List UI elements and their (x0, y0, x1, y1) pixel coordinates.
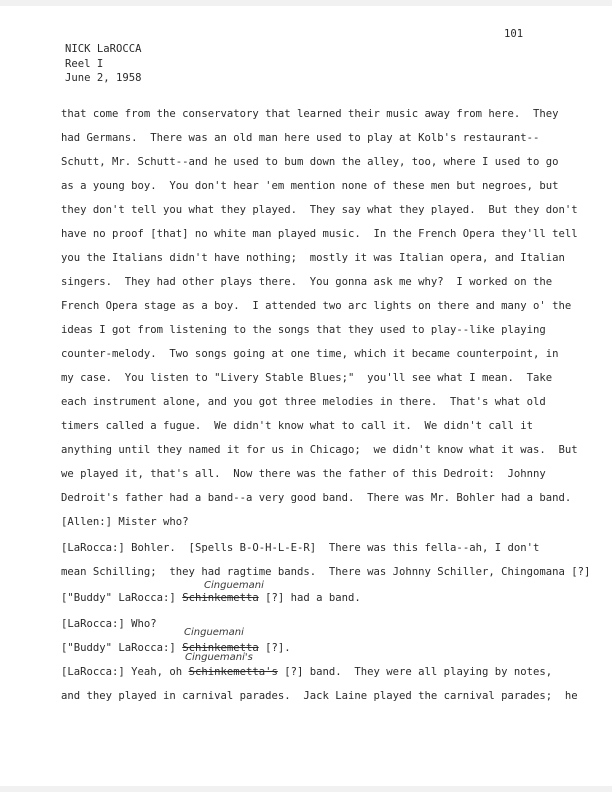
dialogue-line (61, 689, 578, 703)
dialogue-line (61, 665, 552, 679)
body-line: my case. You listen to "Livery Stable Blues;" you'll see what I mean. Take (61, 372, 553, 384)
speaker-label: [LaRocca:] (61, 542, 125, 554)
body-line: as a young boy. You don't hear 'em mention none of these men but negroes, but (61, 180, 559, 192)
speech-text: Yeah, oh (124, 666, 189, 678)
dialogue-line (61, 641, 291, 655)
body-line: anything until they named it for us in Chicago; we didn't know what it was. But (61, 444, 578, 456)
handwritten-correction: Cinguemani's (185, 652, 253, 663)
handwritten-correction: Cinguemani (204, 580, 264, 591)
body-line: Dedroit's father had a band--a very good band. There was Mr. Bohler had a band. (61, 492, 572, 504)
body-line: you the Italians didn't have nothing; mostly it was Italian opera, and Italian (61, 252, 565, 264)
header-name: NICK LaROCCA (65, 43, 142, 55)
dialogue-line (61, 541, 539, 555)
handwritten-correction: Cinguemani (184, 627, 244, 638)
body-line: had Germans. There was an old man here used to play at Kolb's restaurant-- (61, 132, 540, 144)
speech-text: [?]. (258, 642, 291, 654)
body-line: Schutt, Mr. Schutt--and he used to bum down the alley, too, where I used to go (61, 156, 559, 168)
speaker-label: ["Buddy" LaRocca:] (61, 642, 176, 654)
speech-text: Mister who? (112, 516, 189, 528)
body-line: ideas I got from listening to the songs that they used to play--like playing (61, 324, 546, 336)
body-line: timers called a fugue. We didn't know what to call it. We didn't call it (61, 420, 533, 432)
dialogue-line (61, 617, 157, 631)
speech-text: Bohler. [Spells B-O-H-L-E-R] There was this fella--ah, I don't (124, 542, 540, 554)
dialogue-line (61, 565, 590, 579)
page-number: 101 (504, 28, 524, 40)
struck-name: Schinkemetta (182, 592, 259, 604)
body-line: we played it, that's all. Now there was the father of this Dedroit: Johnny (61, 468, 546, 480)
speech-text: Who? (124, 618, 157, 630)
dialogue-line (61, 515, 189, 529)
scan-edge-shading (0, 786, 612, 792)
speech-text: mean Schilling; they had ragtime bands. There was Johnny Schiller, Chingomana [?] (61, 566, 591, 578)
speaker-label: [LaRocca:] (61, 666, 125, 678)
body-line: have no proof [that] no white man played music. In the French Opera they'll tell (61, 228, 578, 240)
body-line: counter-melody. Two songs going at one time, which it became counterpoint, in (61, 348, 559, 360)
speaker-label: ["Buddy" LaRocca:] (61, 592, 176, 604)
body-line: they don't tell you what they played. They say what they played. But they don't (61, 204, 578, 216)
speech-text: [?] had a band. (258, 592, 361, 604)
body-line: singers. They had other plays there. You gonna ask me why? I worked on the (61, 276, 553, 288)
struck-name: Schinkemetta (182, 642, 259, 654)
body-line: French Opera stage as a boy. I attended two arc lights on there and many o' the (61, 300, 572, 312)
body-line: that come from the conservatory that learned their music away from here. They (61, 108, 559, 120)
speaker-label: [Allen:] (61, 516, 113, 528)
speech-text: [?] band. They were all playing by notes, (277, 666, 553, 678)
scan-edge-shading (0, 0, 612, 6)
body-line: each instrument alone, and you got three melodies in there. That's what old (61, 396, 546, 408)
dialogue-line (61, 591, 361, 605)
header-date: June 2, 1958 (65, 72, 142, 84)
struck-name: Schinkemetta's (188, 666, 278, 678)
speaker-label: [LaRocca:] (61, 618, 125, 630)
speech-text: and they played in carnival parades. Jack Laine played the carnival parades; he (61, 690, 578, 702)
header-reel: Reel I (65, 58, 104, 70)
